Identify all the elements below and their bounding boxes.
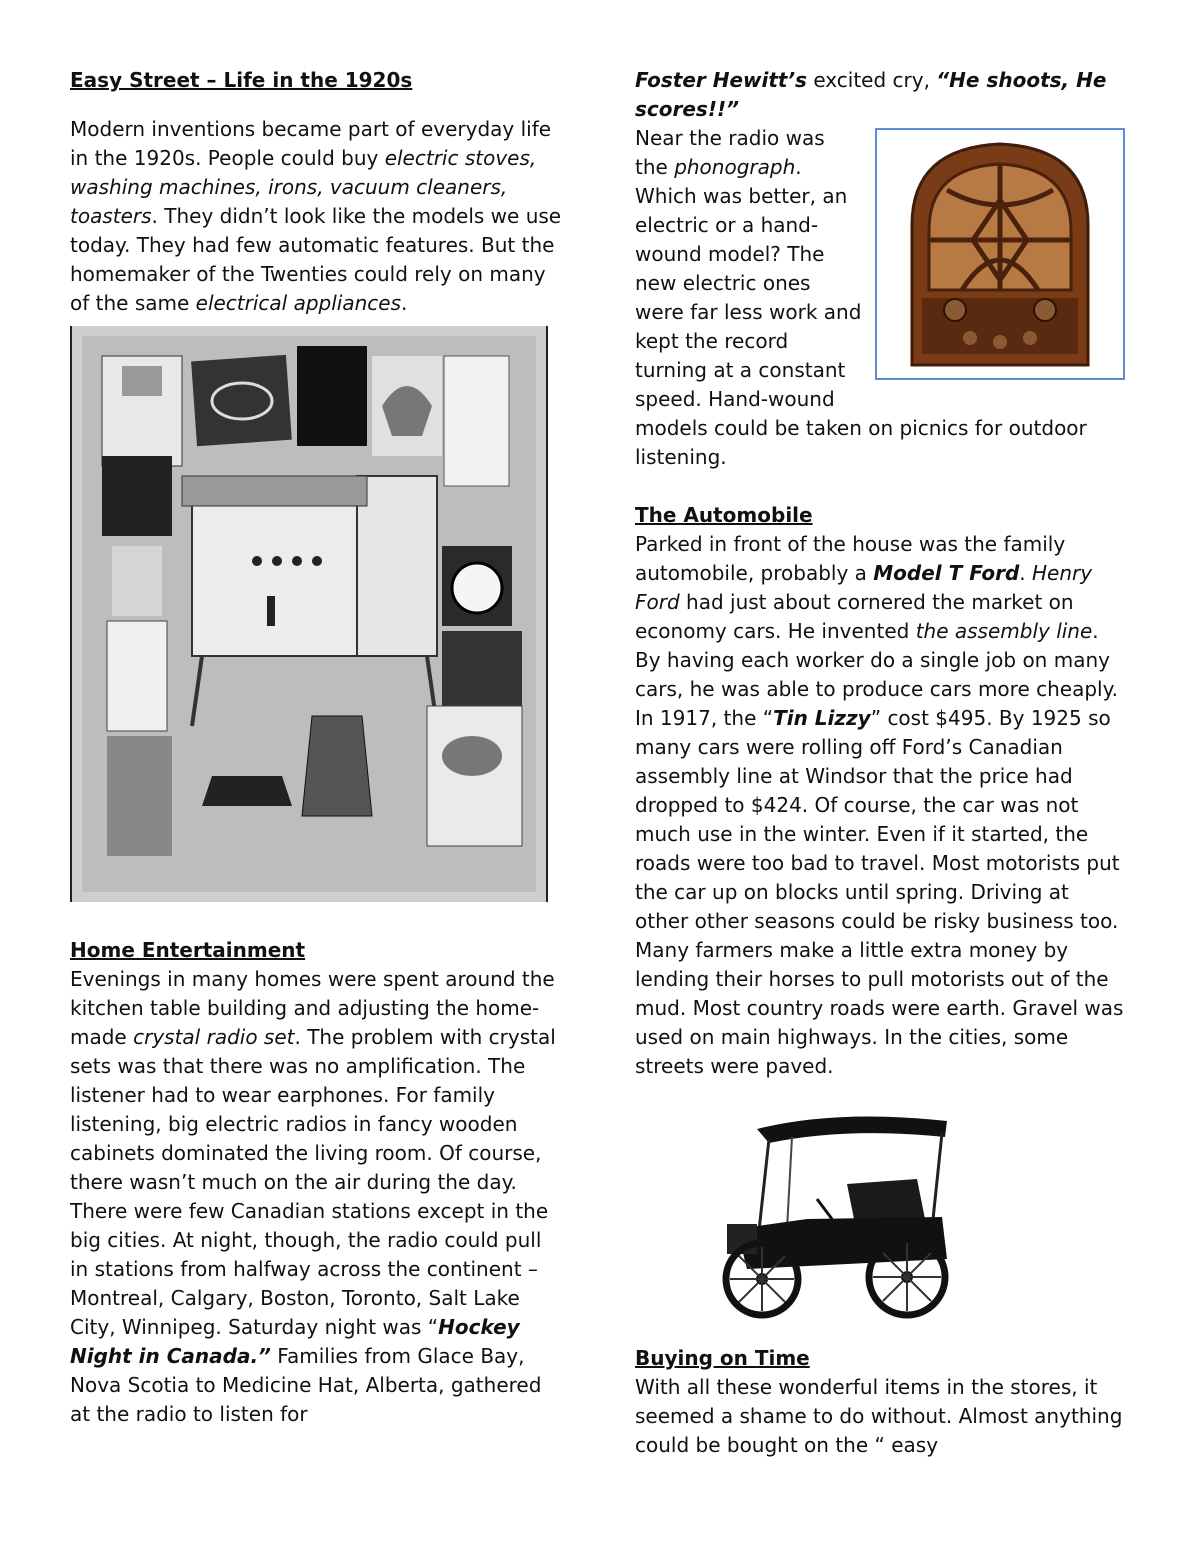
home-entertainment-text-3: Families from Glace Bay, Nova Scotia to Medicine Hat, Alberta, gathered at the radio to listen for [70,1344,542,1426]
foster-hewitt-text: excited cry, [806,68,937,92]
spacer [635,472,1125,501]
intro-electrical-appliances: electrical appliances [195,291,402,315]
he-shoots-quote: “He shoots, He scores!!” [635,68,1107,121]
automobile-text-3: had just about cornered the market on economy cars. He invented [635,590,1074,643]
appliances-collage-image [72,326,546,902]
spacer [70,95,565,115]
phonograph-text-1: Near the radio was the [635,126,825,179]
model-t-car-photo [717,1109,957,1324]
cathedral-radio-photo [875,128,1125,380]
automobile-text-2: . [1019,561,1032,585]
intro-text-1: Modern inventions became part of everyday life in the 1920s. People could buy [70,117,552,170]
automobile-text-1: Parked in front of the house was the family automobile, probably a [635,532,1066,585]
page-title: Easy Street – Life in the 1920s [70,68,413,92]
buying-on-time-paragraph: With all these wonderful items in the stores, it seemed a shame to do without. Almost anything could be bought on the “ easy [635,1375,1123,1457]
automobile-paragraph [635,530,1125,1081]
home-entertainment-heading: Home Entertainment [70,938,306,962]
buying-on-time-heading: Buying on Time [635,1346,810,1370]
automobile-text-4: . By having each worker do a single job on many cars, he was able to produce cars more cheaply. In 1917, the “ [635,619,1118,730]
foster-hewitt-name: Foster Hewitt’s [635,68,807,92]
home-entertainment-text-2: . The problem with crystal sets was that there was no amplification. The listener had to wear earphones. For family listening, big electric radios in fancy wooden cabinets dominated the living room. Of course, there wasn’t much on the air during the day. There were few Canadian stations except in the big cities. At night, though, the radio could pull in stations from halfway across the continent – Montreal, Calgary, Boston, Toronto, Salt Lake City, Winnipeg. Saturday night was “ [70,1025,556,1339]
hockey-night-term: Hockey Night in Canada.” [70,1315,520,1368]
phonograph-term: phonograph [674,155,796,179]
left-column [70,66,565,1429]
tin-lizzy-term: Tin Lizzy [773,706,871,730]
foster-hewitt-line [635,66,1125,124]
henry-ford-term: Henry Ford [635,561,1093,614]
intro-paragraph [70,115,565,318]
crystal-radio-set-term: crystal radio set [133,1025,295,1049]
home-entertainment-paragraph [70,965,565,1429]
appliances-collage-photo [70,326,548,902]
intro-text-3: . [401,291,408,315]
intro-appliances-list: electric stoves, washing machines, irons, vacuum cleaners, toasters [70,146,537,228]
right-column [635,66,1125,1460]
automobile-text-5: ” cost $495. By 1925 so many cars were rolling off Ford’s Canadian assembly line at Windsor that the price had dropped to $424. Of course, the car was not much use in the winter. Even if it started, the roads were too bad to travel. Most motorists put the car up on blocks until spring. Driving at other other seasons could be risky business too. Many farmers make a little extra money by lending their horses to pull motorists out of the mud. Most country roads were earth. Gravel was used on main highways. In the cities, some streets were paved. [635,706,1124,1078]
phonograph-text-2: . Which was better, an electric or a hand-wound model? The new electric ones were far less work and kept the record turning at a constant speed. Hand-wound models could be taken on picnics for outdoor listening. [635,155,1087,469]
model-t-car-image [717,1109,957,1324]
automobile-heading: The Automobile [635,503,813,527]
model-t-ford-term: Model T Ford [873,561,1020,585]
cathedral-radio-image [877,130,1123,378]
assembly-line-term: the assembly line [915,619,1093,643]
home-entertainment-text-1: Evenings in many homes were spent around the kitchen table building and adjusting the home-made [70,967,555,1049]
intro-text-2: . They didn’t look like the models we use today. They had few automatic features. But the homemaker of the Twenties could rely on many of the same [70,204,562,315]
